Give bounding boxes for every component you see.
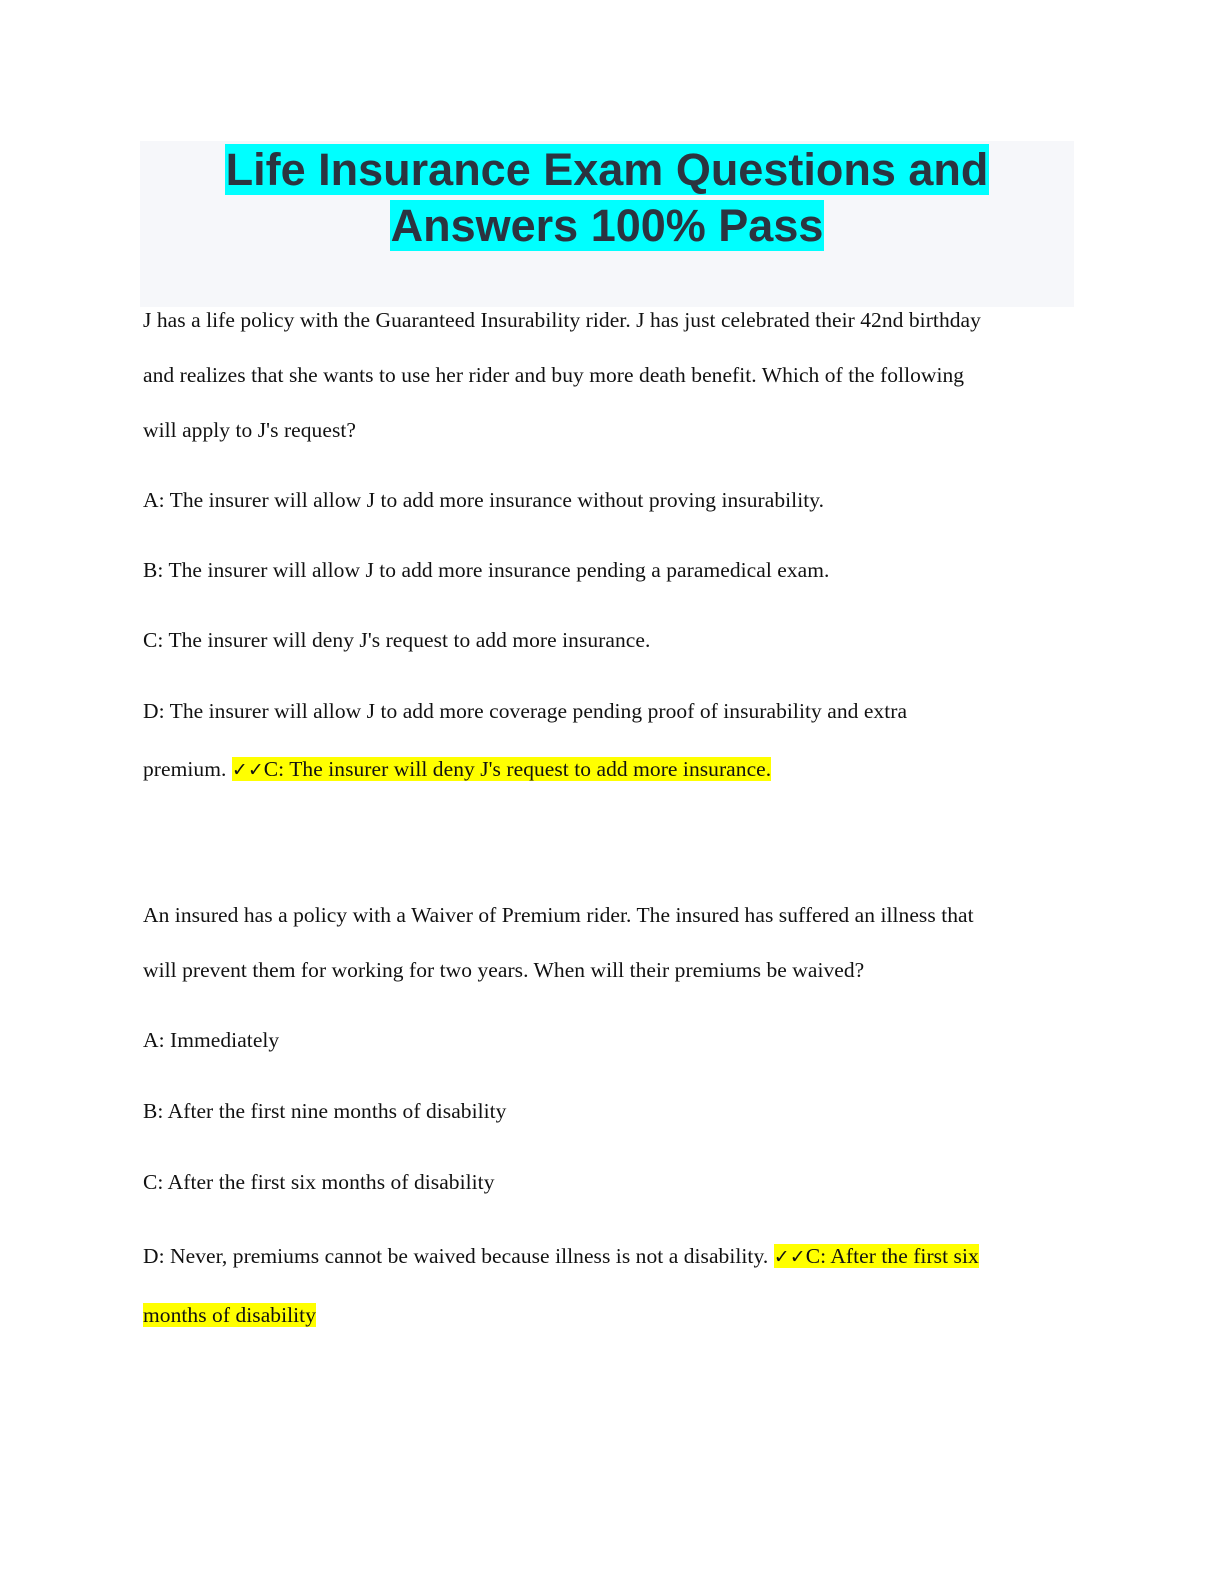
question-2-option-a: A: Immediately — [143, 1028, 280, 1052]
question-1-option-d-tail: premium. — [143, 757, 227, 781]
title-line-1: Life Insurance Exam Questions and — [225, 144, 989, 195]
question-2-option-d-line-1 — [143, 1244, 979, 1269]
question-2-answer-highlight-1 — [774, 1244, 979, 1268]
question-2-option-c: C: After the first six months of disability — [143, 1170, 495, 1194]
question-1-option-d-line-2 — [143, 757, 771, 782]
question-1-option-c: C: The insurer will deny J's request to add more insurance. — [143, 628, 651, 652]
question-1-option-b: B: The insurer will allow J to add more insurance pending a paramedical exam. — [143, 558, 830, 582]
title-line-2: Answers 100% Pass — [390, 200, 824, 251]
question-2-option-d-line-2 — [143, 1303, 316, 1328]
question-1-stem-line-1: J has a life policy with the Guaranteed Insurability rider. J has just celebrated their 42nd birthday — [143, 308, 981, 332]
question-2-answer-part-1: C: After the first six — [805, 1244, 979, 1268]
check-mark-icon: ✓✓ — [773, 1246, 806, 1268]
question-1-option-d-line-1: D: The insurer will allow J to add more coverage pending proof of insurability and extra — [143, 699, 908, 723]
question-1-option-a: A: The insurer will allow J to add more insurance without proving insurability. — [143, 488, 825, 512]
document-title — [140, 142, 1074, 254]
question-1-answer: C: The insurer will deny J's request to add more insurance. — [263, 757, 772, 781]
title-block — [140, 141, 1074, 307]
question-2-stem-line-1: An insured has a policy with a Waiver of Premium rider. The insured has suffered an illness that — [143, 903, 974, 927]
question-1-stem-line-2: and realizes that she wants to use her rider and buy more death benefit. Which of the following — [143, 363, 965, 387]
question-2-option-d: D: Never, premiums cannot be waived because illness is not a disability. — [143, 1244, 769, 1268]
question-2-option-b: B: After the first nine months of disability — [143, 1099, 507, 1123]
question-1-answer-highlight — [232, 757, 771, 781]
question-1-stem-line-3: will apply to J's request? — [143, 418, 356, 442]
question-2-answer-part-2: months of disability — [143, 1303, 316, 1327]
check-mark-icon: ✓✓ — [231, 759, 264, 781]
question-2-stem-line-2: will prevent them for working for two years. When will their premiums be waived? — [143, 958, 865, 982]
